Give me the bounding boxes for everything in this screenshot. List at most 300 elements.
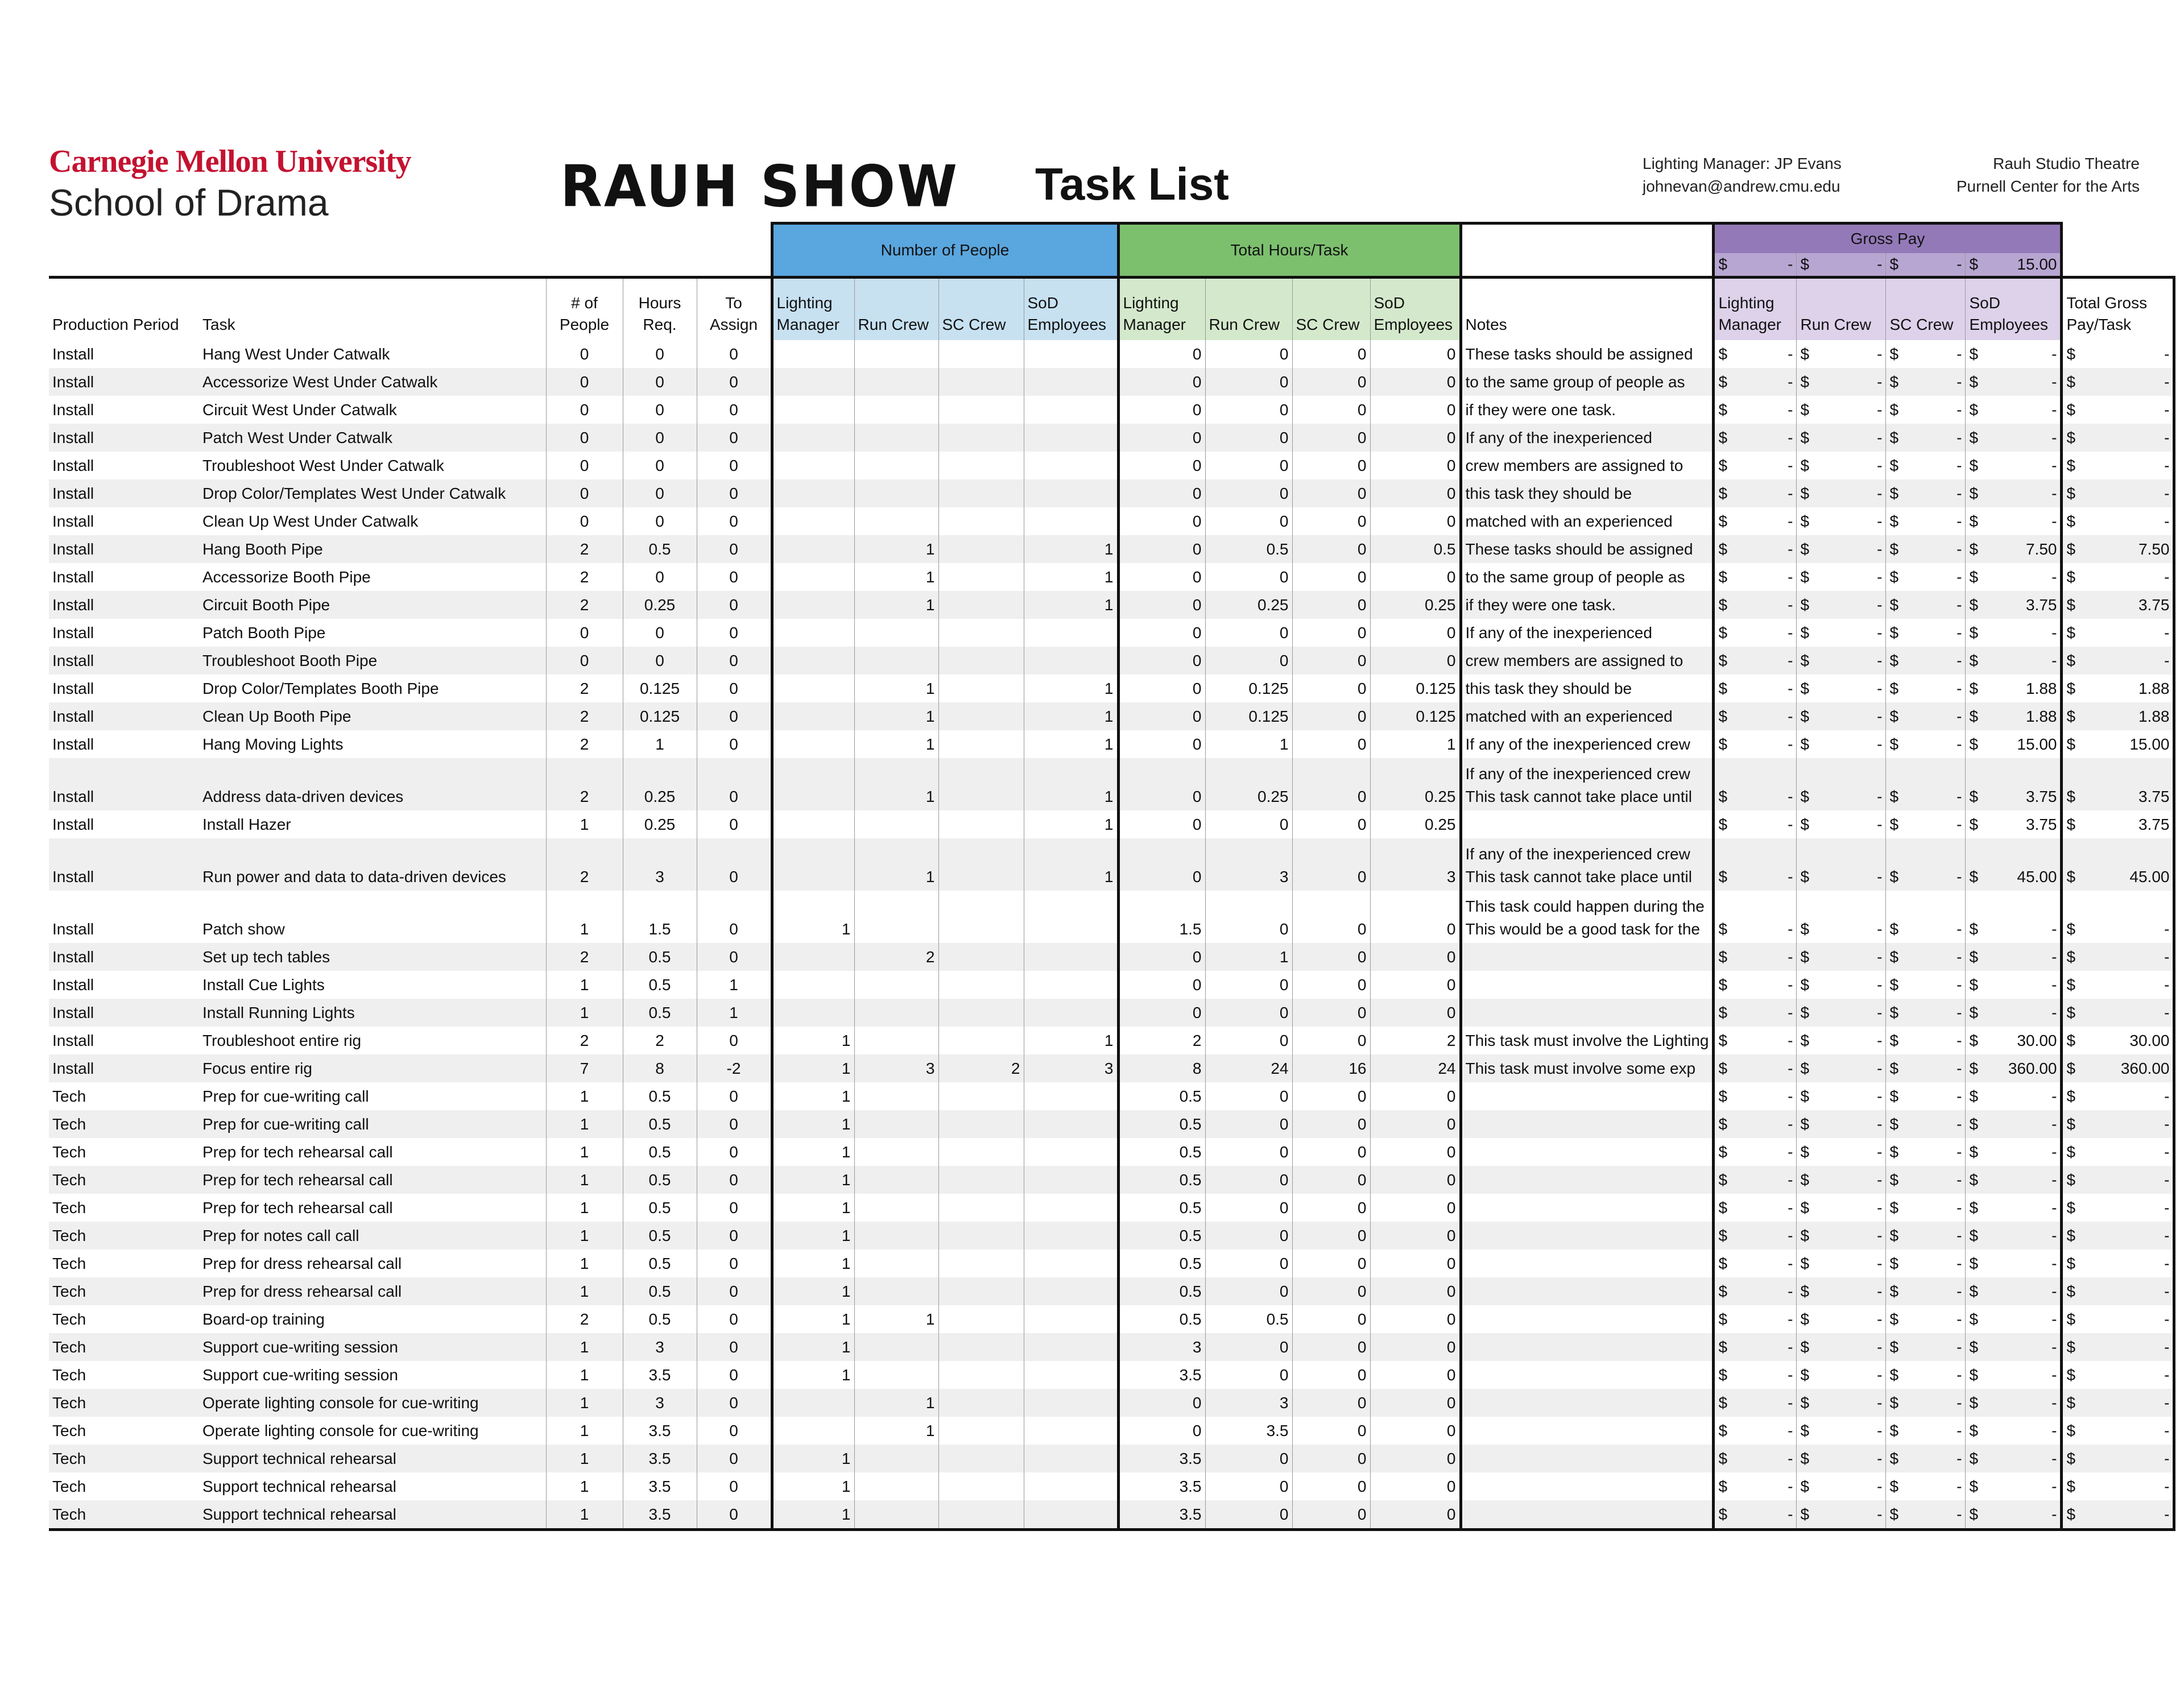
note-line-top: This task could happen during the bbox=[1465, 897, 1705, 915]
venue-info bbox=[1956, 152, 2140, 198]
hours-lighting-manager-cell: 0 bbox=[1118, 563, 1205, 591]
dollar-sign: $ bbox=[1969, 920, 1979, 938]
gross-sod-cell: $ 3.75 bbox=[1966, 758, 2062, 810]
hours-req-cell: 0.5 bbox=[623, 943, 697, 971]
dollar-sign: $ bbox=[2066, 1338, 2076, 1356]
num-people-cell: 1 bbox=[546, 1110, 623, 1138]
total-gross-cell: $ - bbox=[2062, 971, 2174, 999]
hours-sod-cell: 0 bbox=[1370, 1305, 1461, 1333]
dollar-sign: $ bbox=[1800, 652, 1810, 669]
table-row[interactable] bbox=[49, 1138, 2174, 1166]
table-row[interactable] bbox=[49, 1417, 2174, 1445]
table-row[interactable] bbox=[49, 1027, 2174, 1054]
total-gross-cell: $ - bbox=[2062, 1138, 2174, 1166]
hours-sc-crew-cell: 0 bbox=[1292, 1277, 1370, 1305]
task-cell: Hang West Under Catwalk bbox=[202, 345, 390, 363]
people-lighting-manager-cell: 1 bbox=[772, 1082, 854, 1110]
task-cell: Install Cue Lights bbox=[202, 976, 325, 994]
gross-run-crew-cell: $ - bbox=[1797, 810, 1886, 838]
hours-run-crew-cell: 24 bbox=[1205, 1054, 1292, 1082]
table-row[interactable] bbox=[49, 1250, 2174, 1277]
dollar-sign: $ bbox=[1718, 401, 1728, 419]
table-row[interactable] bbox=[49, 1500, 2174, 1530]
gross-sc-crew-cell: $ - bbox=[1886, 479, 1966, 507]
period-cell: Install bbox=[52, 345, 94, 363]
people-run-crew-cell bbox=[854, 424, 938, 452]
hours-req-cell: 3.5 bbox=[623, 1417, 697, 1445]
table-row[interactable] bbox=[49, 424, 2174, 452]
hours-lighting-manager-cell: 0 bbox=[1118, 452, 1205, 479]
table-row[interactable] bbox=[49, 619, 2174, 647]
table-row[interactable] bbox=[49, 675, 2174, 702]
people-lighting-manager-cell: 1 bbox=[772, 1445, 854, 1472]
gross-lighting-manager-cell: $ - bbox=[1714, 535, 1797, 563]
table-row[interactable] bbox=[49, 1194, 2174, 1222]
hours-req-cell: 0 bbox=[623, 479, 697, 507]
table-row[interactable] bbox=[49, 1361, 2174, 1389]
dollar-sign: $ bbox=[1969, 345, 1979, 363]
hours-run-crew-cell: 0 bbox=[1205, 891, 1292, 943]
hours-sc-crew-cell: 0 bbox=[1292, 535, 1370, 563]
people-sc-crew-cell bbox=[938, 1472, 1024, 1500]
hours-lighting-manager-cell: 0 bbox=[1118, 591, 1205, 619]
task-cell: Support technical rehearsal bbox=[199, 1500, 546, 1530]
gross-lighting-manager-cell: $ - bbox=[1714, 730, 1797, 758]
gross-run-crew-cell: $ - bbox=[1797, 1417, 1886, 1445]
table-row[interactable] bbox=[49, 838, 2174, 891]
dollar-sign: $ bbox=[1800, 868, 1810, 886]
total-gross-cell: $ - bbox=[2062, 507, 2174, 535]
hours-sod-cell: 0 bbox=[1370, 1445, 1461, 1472]
hours-run-crew-cell: 0.25 bbox=[1205, 758, 1292, 810]
hours-req-cell: 3 bbox=[623, 1389, 697, 1417]
dollar-sign: $ bbox=[1889, 1255, 1899, 1272]
hours-sod-cell: 0 bbox=[1370, 619, 1461, 647]
to-assign-cell: 0 bbox=[697, 1361, 772, 1389]
hours-sod-cell: 0 bbox=[1370, 563, 1461, 591]
dollar-sign: $ bbox=[1889, 1366, 1899, 1384]
dollar-sign: $ bbox=[2066, 868, 2076, 886]
hours-lighting-manager-cell: 0.5 bbox=[1118, 1194, 1205, 1222]
table-row[interactable] bbox=[49, 971, 2174, 999]
dollar-sign: $ bbox=[1969, 485, 1979, 502]
total-gross-cell: $ - bbox=[2062, 368, 2174, 396]
gross-sod-cell: $ 45.00 bbox=[1966, 838, 2062, 891]
gross-lighting-manager-cell: $ - bbox=[1714, 591, 1797, 619]
hours-lighting-manager-cell: 0 bbox=[1118, 368, 1205, 396]
dollar-sign: $ bbox=[1969, 1032, 1979, 1049]
gross-sod-cell: $ - bbox=[1966, 507, 2062, 535]
gross-run-crew-cell: $ - bbox=[1797, 1166, 1886, 1194]
task-cell: Clean Up Booth Pipe bbox=[199, 702, 546, 730]
people-sod-cell bbox=[1024, 943, 1118, 971]
hours-lighting-manager-cell: 3.5 bbox=[1118, 1361, 1205, 1389]
gross-sc-crew-cell: $ - bbox=[1886, 943, 1966, 971]
dollar-sign: $ bbox=[1889, 429, 1899, 446]
num-people-cell: 2 bbox=[546, 758, 623, 810]
dollar-sign: $ bbox=[1969, 401, 1979, 419]
table-row[interactable] bbox=[49, 758, 2174, 810]
hours-req-cell: 0.125 bbox=[623, 675, 697, 702]
people-lighting-manager-cell bbox=[772, 424, 854, 452]
gross-run-crew-cell: $ - bbox=[1797, 424, 1886, 452]
gross-run-crew-cell: $ - bbox=[1797, 730, 1886, 758]
note-line-top: If any of the inexperienced crew bbox=[1465, 765, 1690, 783]
hours-req-cell: 0.5 bbox=[623, 1138, 697, 1166]
hours-req-cell: 0.5 bbox=[623, 1194, 697, 1222]
task-cell: Support cue-writing session bbox=[199, 1333, 546, 1361]
gross-lighting-manager-cell: $ - bbox=[1714, 1500, 1797, 1530]
hours-run-crew-cell: 0 bbox=[1205, 1222, 1292, 1250]
table-row[interactable] bbox=[49, 368, 2174, 396]
people-lighting-manager-cell bbox=[772, 535, 854, 563]
gross-sc-crew-cell: $ - bbox=[1886, 838, 1966, 891]
dollar-sign: $ bbox=[1800, 540, 1810, 558]
gross-sc-crew-cell: $ - bbox=[1886, 891, 1966, 943]
people-lighting-manager-cell: 1 bbox=[772, 1110, 854, 1138]
table-row[interactable] bbox=[49, 1054, 2174, 1082]
num-people-cell: 1 bbox=[546, 1138, 623, 1166]
gross-sc-crew-cell: $ - bbox=[1886, 1250, 1966, 1277]
to-assign-cell: 0 bbox=[697, 1417, 772, 1445]
people-run-crew-cell: 1 bbox=[854, 838, 938, 891]
dollar-sign: $ bbox=[1969, 948, 1979, 966]
hours-sc-crew-cell: 0 bbox=[1292, 1027, 1370, 1054]
hours-req-cell: 0.25 bbox=[623, 758, 697, 810]
dollar-sign: $ bbox=[1889, 1004, 1899, 1021]
dollar-sign: $ bbox=[2066, 1227, 2076, 1244]
dollar-sign: $ bbox=[1800, 401, 1810, 419]
total-gross-cell: $ - bbox=[2062, 1082, 2174, 1110]
table-row[interactable] bbox=[49, 1389, 2174, 1417]
dollar-sign: $ bbox=[2066, 345, 2076, 363]
table-row[interactable] bbox=[49, 999, 2174, 1027]
num-people-cell: 2 bbox=[546, 1027, 623, 1054]
table-row[interactable] bbox=[49, 1166, 2174, 1194]
dollar-sign: $ bbox=[1800, 1227, 1810, 1244]
dollar-sign: $ bbox=[1969, 512, 1979, 530]
hours-lighting-manager-cell: 0 bbox=[1118, 507, 1205, 535]
to-assign-cell: 0 bbox=[697, 1194, 772, 1222]
hours-sc-crew-cell: 0 bbox=[1292, 1361, 1370, 1389]
hours-req-cell: 0.5 bbox=[623, 1082, 697, 1110]
gross-lighting-manager-cell: $ - bbox=[1714, 1277, 1797, 1305]
dollar-sign: $ bbox=[1889, 735, 1899, 753]
hours-lighting-manager-cell: 0 bbox=[1118, 758, 1205, 810]
hours-lighting-manager-cell: 0 bbox=[1118, 675, 1205, 702]
hours-req-cell: 0 bbox=[623, 452, 697, 479]
hours-lighting-manager-cell: 0 bbox=[1118, 647, 1205, 675]
dollar-sign: $ bbox=[1889, 1338, 1899, 1356]
period-cell: Tech bbox=[52, 1087, 86, 1105]
dollar-sign: $ bbox=[1718, 1060, 1728, 1077]
notes-cell: These tasks should be assigned bbox=[1461, 340, 1714, 368]
hours-sod-cell: 0 bbox=[1370, 368, 1461, 396]
num-people-cell: 2 bbox=[546, 943, 623, 971]
people-sod-cell bbox=[1024, 479, 1118, 507]
notes-cell bbox=[1461, 1110, 1714, 1138]
table-row[interactable] bbox=[49, 563, 2174, 591]
gross-sc-crew-cell: $ - bbox=[1886, 1389, 1966, 1417]
table-row[interactable] bbox=[49, 943, 2174, 971]
period-cell: Install bbox=[52, 735, 94, 753]
gross-sod-cell: $ - bbox=[1966, 1166, 2062, 1194]
notes-cell bbox=[1461, 1361, 1714, 1389]
gross-lighting-manager-cell: $ - bbox=[1714, 479, 1797, 507]
period-cell: Install bbox=[49, 368, 199, 396]
period-cell: Install bbox=[52, 401, 94, 419]
dollar-sign: $ bbox=[1800, 345, 1810, 363]
gross-run-crew-cell: $ - bbox=[1797, 943, 1886, 971]
notes-cell bbox=[1461, 1445, 1714, 1472]
dollar-sign: $ bbox=[1800, 457, 1810, 474]
hours-run-crew-cell: 0 bbox=[1205, 1333, 1292, 1361]
gross-pay-header: Gross Pay bbox=[1714, 224, 2062, 254]
table-row[interactable] bbox=[49, 647, 2174, 675]
people-lighting-manager-cell: 1 bbox=[772, 1472, 854, 1500]
people-lighting-manager-cell bbox=[772, 758, 854, 810]
table-row[interactable] bbox=[49, 1082, 2174, 1110]
hours-sod-cell: 0 bbox=[1370, 1500, 1461, 1530]
gross-lighting-manager-cell: $ - bbox=[1714, 1417, 1797, 1445]
dollar-sign: $ bbox=[1718, 1505, 1728, 1523]
notes-cell bbox=[1461, 758, 1714, 810]
to-assign-cell: 0 bbox=[697, 702, 772, 730]
people-sod-cell bbox=[1024, 1500, 1118, 1530]
notes-cell: to the same group of people as bbox=[1461, 368, 1714, 396]
gross-sc-crew-cell: $ - bbox=[1886, 1333, 1966, 1361]
gross-run-crew-cell: $ - bbox=[1797, 1194, 1886, 1222]
gross-sc-crew-cell: $ - bbox=[1886, 1110, 1966, 1138]
notes-cell bbox=[1461, 971, 1714, 999]
people-sod-cell bbox=[1024, 1250, 1118, 1277]
dollar-sign: $ bbox=[2066, 1171, 2076, 1189]
gross-sod-cell: $ - bbox=[1966, 1138, 2062, 1166]
dollar-sign: $ bbox=[2066, 1032, 2076, 1049]
table-row[interactable] bbox=[49, 1277, 2174, 1305]
hours-req-cell: 0 bbox=[623, 507, 697, 535]
people-lighting-manager-cell bbox=[772, 619, 854, 647]
people-sod-cell: 1 bbox=[1024, 838, 1118, 891]
gross-sod-cell: $ - bbox=[1966, 943, 2062, 971]
people-sod-cell bbox=[1024, 1305, 1118, 1333]
num-people-cell: 2 bbox=[546, 730, 623, 758]
dollar-sign: $ bbox=[1800, 485, 1810, 502]
table-row[interactable] bbox=[49, 1222, 2174, 1250]
hours-run-crew-cell: 0 bbox=[1205, 368, 1292, 396]
hours-req-cell: 0.25 bbox=[623, 591, 697, 619]
gross-sod-cell: $ - bbox=[1966, 1222, 2062, 1250]
table-row[interactable] bbox=[49, 591, 2174, 619]
hours-sc-crew-cell: 0 bbox=[1292, 810, 1370, 838]
people-run-crew-cell: 1 bbox=[854, 758, 938, 810]
hours-sc-crew-cell: 0 bbox=[1292, 838, 1370, 891]
people-run-crew-cell bbox=[854, 1222, 938, 1250]
total-gross-cell: $ - bbox=[2062, 1445, 2174, 1472]
hours-req-cell: 0.5 bbox=[623, 971, 697, 999]
rate-sod: $ 15.00 bbox=[1966, 253, 2062, 278]
hours-req-cell: 0.5 bbox=[623, 1250, 697, 1277]
hours-sc-crew-cell: 0 bbox=[1292, 479, 1370, 507]
dollar-sign: $ bbox=[1800, 920, 1810, 938]
dollar-sign: $ bbox=[1889, 920, 1899, 938]
gross-sc-crew-cell: $ - bbox=[1886, 452, 1966, 479]
dollar-sign: $ bbox=[1718, 920, 1728, 938]
notes-cell: If any of the inexperienced bbox=[1461, 424, 1714, 452]
hours-run-crew-cell: 0 bbox=[1205, 1250, 1292, 1277]
dollar-sign: $ bbox=[1889, 485, 1899, 502]
col-hours-sc-crew: SC Crew bbox=[1292, 278, 1370, 341]
period-cell: Tech bbox=[49, 1389, 199, 1417]
people-sc-crew-cell bbox=[938, 396, 1024, 424]
people-run-crew-cell bbox=[854, 396, 938, 424]
people-sc-crew-cell bbox=[938, 1445, 1024, 1472]
period-cell: Tech bbox=[52, 1199, 86, 1217]
dollar-sign: $ bbox=[1718, 1004, 1728, 1021]
table-row[interactable] bbox=[49, 507, 2174, 535]
people-sod-cell bbox=[1024, 340, 1118, 368]
people-lighting-manager-cell: 1 bbox=[772, 1333, 854, 1361]
hours-sc-crew-cell: 0 bbox=[1292, 1417, 1370, 1445]
notes-cell: If any of the inexperienced crew bbox=[1461, 730, 1714, 758]
dollar-sign: $ bbox=[1969, 1310, 1979, 1328]
total-gross-cell: $ 45.00 bbox=[2062, 838, 2174, 891]
col-gross-sod: SoD Employees bbox=[1966, 278, 2062, 341]
dollar-sign: $ bbox=[1969, 624, 1979, 642]
notes-cell bbox=[1461, 1333, 1714, 1361]
notes-cell: These tasks should be assigned bbox=[1461, 535, 1714, 563]
dollar-sign: $ bbox=[1889, 1143, 1899, 1161]
table-row[interactable] bbox=[49, 1305, 2174, 1333]
gross-lighting-manager-cell: $ - bbox=[1714, 758, 1797, 810]
people-sc-crew-cell bbox=[938, 452, 1024, 479]
gross-sc-crew-cell: $ - bbox=[1886, 675, 1966, 702]
hours-lighting-manager-cell: 0 bbox=[1118, 535, 1205, 563]
gross-sod-cell: $ - bbox=[1966, 1472, 2062, 1500]
notes-cell bbox=[1461, 999, 1714, 1027]
table-row[interactable] bbox=[49, 535, 2174, 563]
dollar-sign: $ bbox=[1889, 540, 1899, 558]
table-row[interactable] bbox=[49, 891, 2174, 943]
manager-email[interactable]: johnevan@andrew.cmu.edu bbox=[1643, 177, 1840, 195]
people-sod-cell bbox=[1024, 368, 1118, 396]
gross-run-crew-cell: $ - bbox=[1797, 563, 1886, 591]
table-row[interactable] bbox=[49, 396, 2174, 424]
gross-run-crew-cell: $ - bbox=[1797, 675, 1886, 702]
gross-run-crew-cell: $ - bbox=[1797, 891, 1886, 943]
dollar-sign: $ bbox=[1889, 1310, 1899, 1328]
hours-run-crew-cell: 1 bbox=[1205, 943, 1292, 971]
dollar-sign: $ bbox=[2066, 920, 2076, 938]
hours-run-crew-cell: 0 bbox=[1205, 479, 1292, 507]
dollar-sign: $ bbox=[1969, 868, 1979, 886]
hours-req-cell: 0 bbox=[623, 424, 697, 452]
notes-cell: crew members are assigned to bbox=[1461, 647, 1714, 675]
people-lighting-manager-cell bbox=[772, 563, 854, 591]
hours-sc-crew-cell: 0 bbox=[1292, 730, 1370, 758]
to-assign-cell: 0 bbox=[697, 1082, 772, 1110]
hours-req-cell: 0.5 bbox=[623, 1166, 697, 1194]
num-people-cell: 1 bbox=[546, 1417, 623, 1445]
dollar-sign: $ bbox=[1969, 708, 1979, 725]
gross-run-crew-cell: $ - bbox=[1797, 1277, 1886, 1305]
hours-run-crew-cell: 0 bbox=[1205, 452, 1292, 479]
table-row[interactable] bbox=[49, 702, 2174, 730]
dollar-sign: $ bbox=[2066, 1115, 2076, 1133]
people-sc-crew-cell bbox=[938, 702, 1024, 730]
dollar-sign: $ bbox=[1718, 948, 1728, 966]
to-assign-cell: 0 bbox=[697, 479, 772, 507]
gross-lighting-manager-cell: $ - bbox=[1714, 702, 1797, 730]
task-cell: Clean Up West Under Catwalk bbox=[202, 512, 419, 530]
table-row[interactable] bbox=[49, 1333, 2174, 1361]
col-gross-sc-crew: SC Crew bbox=[1886, 278, 1966, 341]
gross-sod-cell: $ - bbox=[1966, 1361, 2062, 1389]
note-line-top: If any of the inexperienced crew bbox=[1465, 845, 1690, 863]
dollar-sign: $ bbox=[1800, 1255, 1810, 1272]
people-lighting-manager-cell bbox=[772, 810, 854, 838]
table-row[interactable] bbox=[49, 730, 2174, 758]
hours-lighting-manager-cell: 0.5 bbox=[1118, 1138, 1205, 1166]
dollar-sign: $ bbox=[1889, 1060, 1899, 1077]
dollar-sign: $ bbox=[1800, 1115, 1810, 1133]
hours-lighting-manager-cell: 0 bbox=[1118, 619, 1205, 647]
people-run-crew-cell: 1 bbox=[854, 702, 938, 730]
dollar-sign: $ bbox=[1718, 1282, 1728, 1300]
table-row[interactable] bbox=[49, 1472, 2174, 1500]
num-people-cell: 0 bbox=[546, 619, 623, 647]
dollar-sign: $ bbox=[1718, 1032, 1728, 1049]
dollar-sign: $ bbox=[1800, 1422, 1810, 1439]
col-hours-lighting-manager: Lighting Manager bbox=[1118, 278, 1205, 341]
people-lighting-manager-cell bbox=[772, 1417, 854, 1445]
table-row[interactable] bbox=[49, 810, 2174, 838]
table-row[interactable] bbox=[49, 479, 2174, 507]
gross-lighting-manager-cell: $ - bbox=[1714, 647, 1797, 675]
total-gross-cell: $ - bbox=[2062, 479, 2174, 507]
gross-sod-cell: $ 30.00 bbox=[1966, 1027, 2062, 1054]
hours-sc-crew-cell: 0 bbox=[1292, 1305, 1370, 1333]
notes-cell: to the same group of people as bbox=[1461, 563, 1714, 591]
note-line: This task cannot take place until bbox=[1465, 868, 1692, 886]
hours-sod-cell: 0 bbox=[1370, 999, 1461, 1027]
num-people-cell: 0 bbox=[546, 479, 623, 507]
table-row[interactable] bbox=[49, 1110, 2174, 1138]
to-assign-cell: 0 bbox=[697, 1277, 772, 1305]
gross-sod-cell: $ - bbox=[1966, 891, 2062, 943]
people-sc-crew-cell bbox=[938, 1138, 1024, 1166]
people-sc-crew-cell bbox=[938, 1333, 1024, 1361]
notes-cell bbox=[1461, 1194, 1714, 1222]
gross-lighting-manager-cell: $ - bbox=[1714, 368, 1797, 396]
table-row[interactable] bbox=[49, 452, 2174, 479]
dollar-sign: $ bbox=[1800, 976, 1810, 994]
table-row[interactable] bbox=[49, 1445, 2174, 1472]
table-row[interactable] bbox=[49, 340, 2174, 368]
dollar-sign: $ bbox=[1969, 1143, 1979, 1161]
people-run-crew-cell bbox=[854, 507, 938, 535]
dollar-sign: $ bbox=[1889, 816, 1899, 833]
dollar-sign: $ bbox=[1718, 652, 1728, 669]
hours-sod-cell: 0 bbox=[1370, 943, 1461, 971]
people-sod-cell: 1 bbox=[1024, 702, 1118, 730]
task-cell: Patch West Under Catwalk bbox=[199, 424, 546, 452]
hours-req-cell: 1 bbox=[623, 730, 697, 758]
hours-req-cell: 0.5 bbox=[623, 1222, 697, 1250]
dollar-sign: $ bbox=[1800, 1310, 1810, 1328]
dollar-sign: $ bbox=[1800, 1450, 1810, 1467]
gross-lighting-manager-cell: $ - bbox=[1714, 838, 1797, 891]
